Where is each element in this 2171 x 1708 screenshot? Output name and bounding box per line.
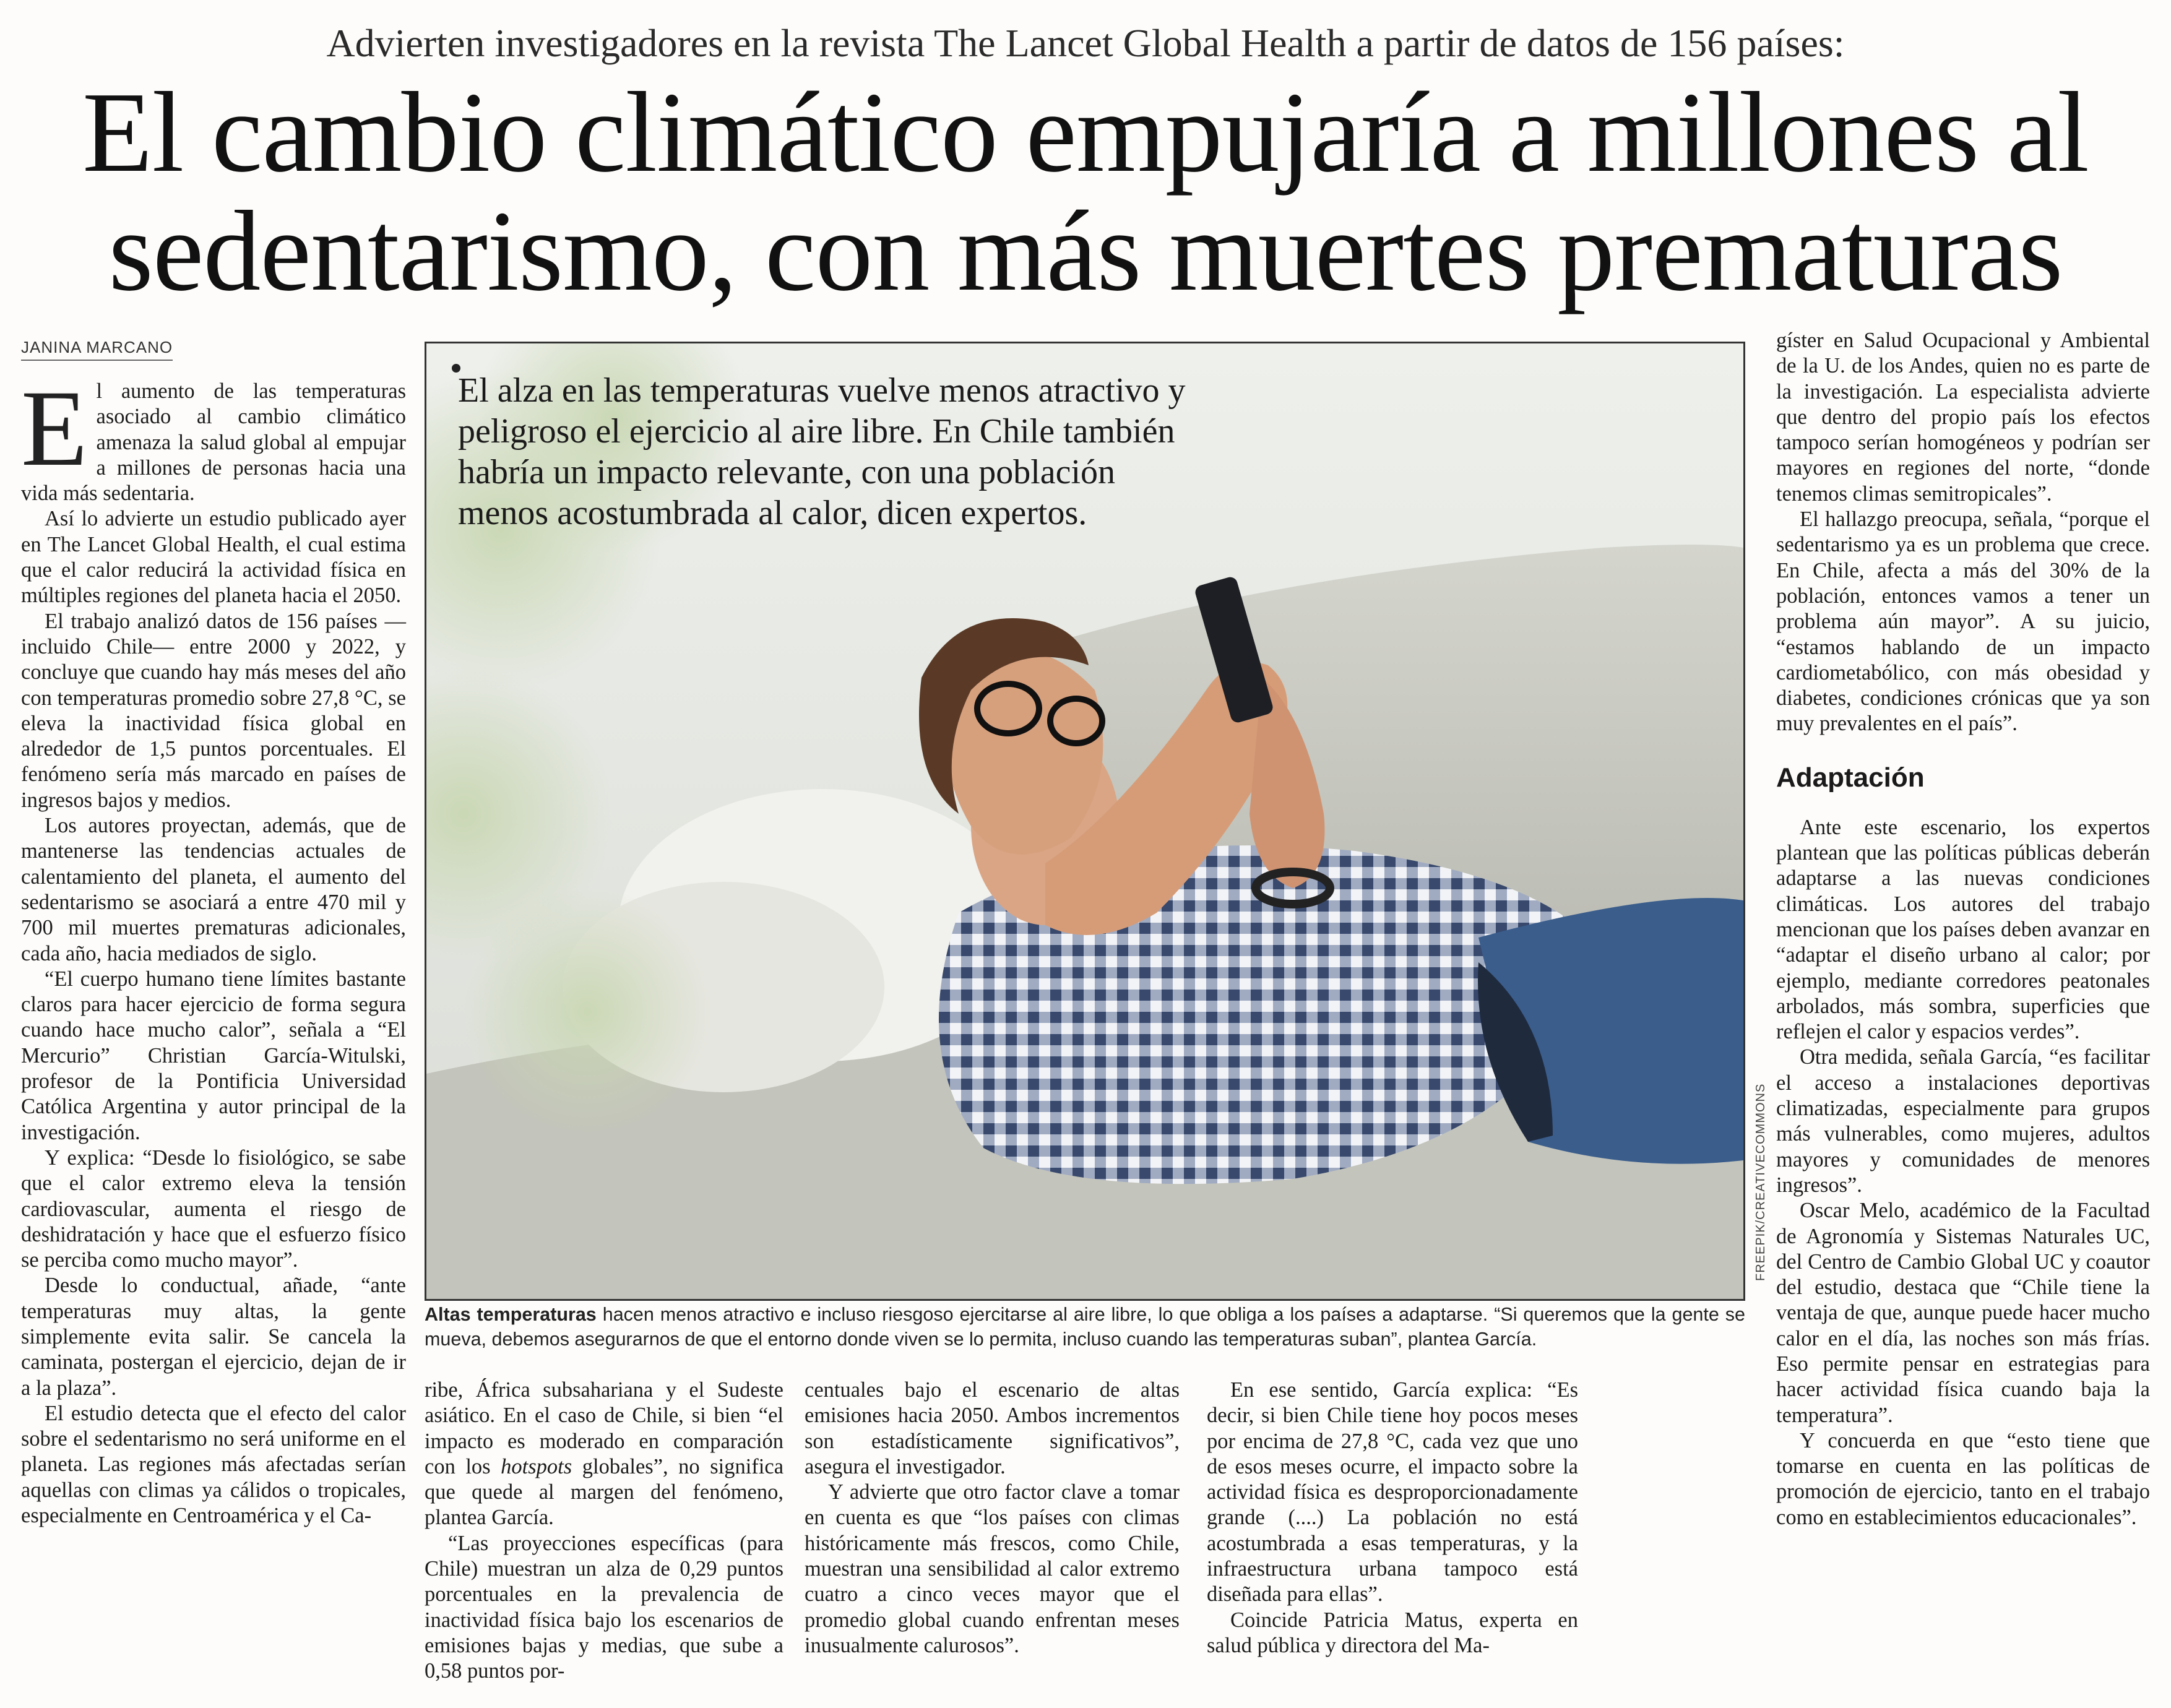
paragraph: Y advierte que otro factor clave a tomar en cuenta es que “los países con climas históricamente más frescos, como Chile, muestran una sensibilidad al calor extremo cuatro a cinco veces mayor que el promedio global cuando enfrentan meses inusualmente calurosos”. — [805, 1480, 1180, 1657]
kicker: Advierten investigadores en la revista The Lancet Global Health a partir de datos de 156 países: — [326, 21, 1845, 65]
photo-credit: FREEPIK/CREATIVECOMMONS — [1754, 1083, 1767, 1281]
paragraph: “Las proyecciones específicas (para Chile) muestran un alza de 0,29 puntos porcentuales en la prevalencia de inactividad física bajo los escenarios de emisiones bajas y medias, que sube a 0,58 puntos por- — [425, 1531, 783, 1683]
paragraph: Y explica: “Desde lo fisiológico, se sabe que el calor extremo eleva la tensión cardiovascular, aumenta el riesgo de deshidratación y hace que el esfuerzo físico se perciba como mucho mayor”. — [21, 1145, 406, 1272]
byline: JANINA MARCANO — [21, 338, 173, 361]
column-2 — [425, 1378, 783, 1684]
paragraph: Y concuerda en que “esto tiene que tomarse en cuenta en las políticas de promoción de ejercicio, tanto en el trabajo como en establecimientos educacionales”. — [1776, 1428, 2150, 1529]
pullquote: El alza en las temperaturas vuelve menos atractivo y peligroso el ejercicio al aire libre. En Chile también habría un impacto relevante, con una población menos acostumbrada al calor, dicen expertos. — [458, 371, 1186, 532]
paragraph: Coincide Patricia Matus, experta en salud pública y directora del Ma- — [1207, 1608, 1578, 1657]
paragraph: El trabajo analizó datos de 156 países —incluido Chile— entre 2000 y 2022, y concluye que cuando hay más meses del año con temperaturas promedio sobre 27,8 °C, se eleva la inactividad física global en alrededor de 1,5 puntos porcentuales. El fenómeno sería más marcado en países de ingresos bajos y medios. — [21, 609, 406, 812]
section-subhead: Adaptación — [1776, 762, 1925, 793]
paragraph: Oscar Melo, académico de la Facultad de Agronomía y Sistemas Naturales UC, del Centro de Cambio Global UC y coautor del estudio, destaca que “Chile tiene la ventaja de que, aunque puede hacer mucho calor en el día, las noches son más frías. Eso permite pensar en estrategias para hacer actividad física cuando baja la temperatura”. — [1776, 1199, 2150, 1427]
column-1 — [21, 368, 406, 1529]
paragraph: gíster en Salud Ocupacional y Ambiental de la U. de los Andes, quien no es parte de la investigación. La especialista advierte que dentro del propio país los efectos tampoco serían homogéneos y podrían ser mayores en regiones del norte, “donde tenemos climas semitropicales”. — [1776, 329, 2150, 506]
column-3 — [805, 1378, 1180, 1658]
column-5 — [1776, 328, 2150, 1530]
column-4 — [1207, 1378, 1578, 1658]
headline — [0, 69, 2171, 315]
paragraph: “El cuerpo humano tiene límites bastante claros para hacer ejercicio de forma segura cuando hace mucho calor”, señala a “El Mercurio” Christian García-Witulski, profesor de la Pontificia Universidad Católica Argentina y autor principal de la investigación. — [21, 967, 406, 1144]
paragraph: El estudio detecta que el efecto del calor sobre el sedentarismo no será uniforme en el planeta. Las regiones más afectadas serían aquellas con climas ya cálidos o tropicales, especialmente en Centroamérica y el Ca- — [21, 1401, 406, 1528]
paragraph: El aumento de las temperaturas asociado al cambio climático amenaza la salud global al empujar a millones de personas hacia una vida más sedentaria. — [21, 368, 406, 506]
paragraph: Desde lo conductual, añade, “ante temperaturas muy altas, la gente simplemente evita salir. Se cancela la caminata, postergan el ejercicio, dejan de ir a la plaza”. — [21, 1274, 406, 1400]
paragraph: Ante este escenario, los expertos plantean que las políticas públicas deberán adaptarse a las nuevas condiciones climáticas. Los autores del trabajo mencionan que los países deben avanzar en “adaptar el diseño urbano al calor; por ejemplo, mediante corredores peatonales arbolados, más sombra, superficies que reflejen el calor y espacios verdes”. — [1776, 815, 2150, 1044]
paragraph: ribe, África subsahariana y el Sudeste asiático. En el caso de Chile, si bien “el impacto es moderado en comparación con los hotspots globales”, no significa que quede al margen del fenómeno, plantea García. — [425, 1378, 784, 1530]
caption-lead: Altas temperaturas — [425, 1304, 597, 1325]
paragraph: Otra medida, señala García, “es facilitar el acceso a instalaciones deportivas climatizadas, especialmente para grupos más vulnerables, como mujeres, adultos mayores y comunidades de menores ingresos”. — [1776, 1045, 2150, 1197]
paragraph: centuales bajo el escenario de altas emisiones hacia 2050. Ambos incrementos son estadísticamente significativos”, asegura el investigador. — [805, 1378, 1180, 1478]
headline-line-2: sedentarismo, con más muertes prematuras — [108, 188, 2063, 315]
paragraph: Así lo advierte un estudio publicado ayer en The Lancet Global Health, el cual estima que el calor reducirá la actividad física en múltiples regiones del planeta hacia el 2050. — [21, 507, 406, 608]
paragraph: El hallazgo preocupa, señala, “porque el sedentarismo ya es un problema que crece. En Chile, afecta a más del 30% de la población, entonces vamos a tener un problema aún mayor”. A su juicio, “estamos hablando de un impacto cardiometabólico, con más obesidad y diabetes, condiciones crónicas que ya son muy prevalentes en el país”. — [1776, 507, 2150, 736]
paragraph: Los autores proyectan, además, que de mantenerse las tendencias actuales de calentamiento del planeta, el aumento del sedentarismo se asociará a entre 470 mil y 700 mil muertes prematuras adicionales, cada año, hacia mediados de siglo. — [21, 814, 406, 965]
paragraph: En ese sentido, García explica: “Es decir, si bien Chile tiene hoy pocos meses por encima de 27,8 °C, cada vez que uno de esos meses ocurre, el impacto sobre la actividad física es desproporcionadamente grande (....) La población no está acostumbrada a esas temperaturas, y la infraestructura urbana tampoco está diseñada para ellas”. — [1207, 1378, 1578, 1607]
drop-cap: E — [21, 368, 88, 489]
caption-text: hacen menos atractivo e incluso riesgoso ejercitarse al aire libre, lo que obliga a los países a adaptarse. “Si queremos que la gente se mueva, debemos asegurarnos de que el entorno donde viven se lo permita, incluso cuando las temperaturas suban”, plantea García. — [425, 1304, 1745, 1350]
photo-caption — [425, 1302, 1745, 1352]
headline-line-1: El cambio climático empujaría a millones al — [82, 69, 2089, 196]
